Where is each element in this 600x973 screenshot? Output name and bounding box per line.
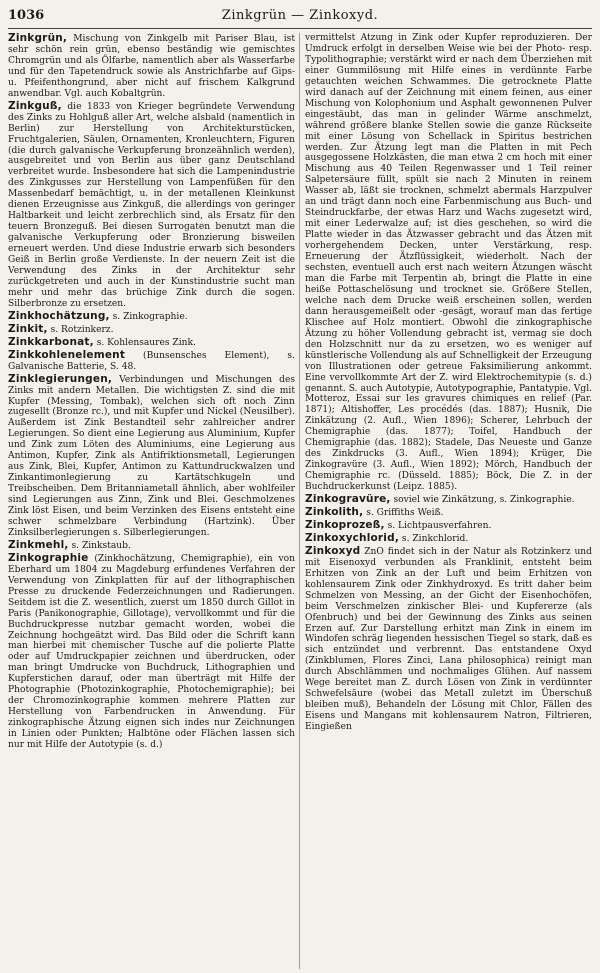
entry-headword: Zinkit, <box>8 322 48 335</box>
left-column <box>8 33 300 969</box>
entry-headword: Zinkmehl, <box>8 538 69 551</box>
entry-headword: Zinkhochätzung, <box>8 309 110 322</box>
entry-text: Verbindungen und Mischungen des Zinks mit andern Metallen. Die wichtigsten Z. sind die mit Kupfer (Messing, Tombak), welchen sich oft noch Zinn zugesellt (Bronze rc.), und mit Kupfer und Nickel (Neusilber). Außerdem ist Zink Bestandteil sehr zahlreicher andrer Legierungen. So dient eine Legierung aus Aluminium, Kupfer und Zink zum Löten des Aluminiums, eine Legierung aus Antimon, Kupfer, Zink als Antifriktionsmetall, Legierungen aus Zink, Blei, Kupfer, Antimon zu Kattundruckwalzen und Zinkantimonlegierung zu Kartätschkugeln und Treibscheiben. Dem Britanniametall ähnlich, aber wohlfeiler sind Legierungen aus Zinn, Zink und Blei. Geschmolzenes Zink löst Eisen, und beim Verzinken des Eisens entsteht eine schwer schmelzbare Verbindung (Hartzink). Über Zinksilberlegierungen s. Silberlegierungen. <box>8 374 295 538</box>
dictionary-entry <box>305 520 592 532</box>
dictionary-entry <box>305 507 592 519</box>
page-header <box>8 6 592 29</box>
entry-text: s. Lichtpausverfahren. <box>384 520 492 531</box>
dictionary-entry <box>305 33 592 493</box>
text-columns <box>8 33 592 969</box>
dictionary-entry <box>8 350 295 373</box>
running-title: Zinkgrün — Zinkoxyd. <box>221 8 379 23</box>
entry-text: (Zinkhochätzung, Chemigraphie), ein von Eberhard um 1804 zu Magdeburg erfundenes Verfahren der Verwendung von Zinkplatten für auf der lithographischen Presse zu druckende Federzeichnungen und Radierungen. Seitdem ist die Z. wesentlich, zuerst um 1850 durch Gillot in Paris (Panikonographie, Gillotage), vervollkommt und für die Buchdruckpresse nutzbar gemacht worden, wobei die Zeichnung hochgeätzt wird. Das Bild oder die Schrift kann man hierbei mit chemischer Tusche auf die polierte Platte oder auf Umdruckpapier zeichnen und überdrucken, oder man bringt Umdrucke von Buchdruck, Lithographien und Kupferstichen darauf, oder man überträgt mit Hilfe der Photographie (Photozinkographie, Photochemigraphie); bei der Chromozinkographie kommen mehrere Platten zur Herstellung von Farbendrucken in Anwendung. Für zinkographische Ätzung eignen sich indes nur Zeichnungen in Linien oder Punkten; Halbtöne oder Flächen lassen sich nur mit Hilfe der Autotypie (s. d.) <box>8 553 295 751</box>
entry-text: s. Zinkographie. <box>109 311 188 322</box>
entry-text: s. Kohlensaures Zink. <box>93 337 196 348</box>
entry-headword: Zinkographie <box>8 551 89 564</box>
entry-headword: Zinkoxychlorid, <box>305 531 400 544</box>
entry-text: s. Zinkchlorid. <box>399 533 469 544</box>
page-number: 1036 <box>8 8 45 23</box>
entry-headword: Zinkolith, <box>305 505 364 518</box>
dictionary-entry <box>305 494 592 506</box>
entry-text: die 1833 von Krieger begründete Verwendung des Zinks zu Hohlguß aller Art, welche alsbald (namentlich in Berlin) zur Herstellung von Architekturstücken, Fruchtgalerien, Säulen, Ornamenten, Kronleuchtern, Figuren (die durch galvanische Verkupferung bronzeähnlich werden), ausgebreitet und von Berlin aus über ganz Deutschland verbreitet wurde. Insbesondere hat sich die Lampenindustrie des Zinkgusses zur Herstellung von Lampenfüßen für den Massenbedarf bemächtigt, u. in der metallenen Kleinkunst dienen Erzeugnisse aus Zinkguß, die allerdings von geringer Haltbarkeit und leicht zerbrechlich sind, als Ersatz für den teuern Bronzeguß. Bei diesen Surrogaten benutzt man die galvanische Verkupferung oder Bronzierung bisweilen erneuert werden. Und diese Industrie erwarb sich besonders Geiß in Berlin große Verdienste. In der neuern Zeit ist die Verwendung des Zinks in der Architektur sehr zurückgetreten und auch in der Kunstindustrie sucht man mehr und mehr das brüchige Zink durch die sogen. Silberbronze zu ersetzen. <box>8 101 295 309</box>
entry-headword: Zinkoprozeß, <box>305 518 385 531</box>
dictionary-entry <box>8 337 295 349</box>
entry-text: s. Rotzinkerz. <box>47 324 114 335</box>
entry-headword: Zinkguß, <box>8 99 62 112</box>
right-column <box>303 33 592 969</box>
entry-headword: Zinkogravüre, <box>305 493 391 506</box>
dictionary-entry <box>8 33 295 100</box>
entry-text: (Bunsensches Element), s. Galvanische Batterie, S. 48. <box>8 350 295 372</box>
entry-headword: Zinkkarbonat, <box>8 335 94 348</box>
entry-headword: Zinklegierungen, <box>8 372 113 385</box>
dictionary-entry <box>305 546 592 733</box>
entry-text: ZnO findet sich in der Natur als Rotzinkerz und mit Eisenoxyd verbunden als Franklinit, entsteht beim Erhitzen von Zink an der Luft und beim Erhitzen von kohlensaurem Zink oder Zinkhydroxyd. Es tritt daher beim Schmelzen von Messing, an der Gicht der Eisenhochöfen, beim Verschmelzen zinkischer Blei- und Kupfererze (als Ofenbruch) und bei der Gewinnung des Zinks aus seinen Erzen auf. Zur Darstellung erhitzt man Zink in einem im Windofen schräg liegenden hessischen Tiegel so stark, daß es sich entzündet und verbrennt. Das entstandene Oxyd (Zinkblumen, Flores Zinci, Lana philosophica) reinigt man durch Abschlämmen und nochmaliges Glühen. Auf nassem Wege bereitet man Z. durch Lösen von Zink in verdünnter Schwefelsäure (wobei das Metall zuletzt im Überschuß bleiben muß), Behandeln der Lösung mit Chlor, Fällen des Eisens und Mangans mit kohlensaurem Natron, Filtrieren, Eingießen <box>305 546 592 733</box>
entry-headword: Zinkkohlenelement <box>8 348 126 361</box>
dictionary-entry <box>8 553 295 751</box>
dictionary-entry <box>8 101 295 310</box>
dictionary-entry <box>8 311 295 323</box>
dictionary-entry <box>8 540 295 552</box>
entry-text: soviel wie Zinkätzung, s. Zinkographie. <box>390 495 575 506</box>
entry-text: s. Griffiths Weiß. <box>363 507 444 518</box>
entry-text: s. Zinkstaub. <box>68 540 131 551</box>
dictionary-entry <box>8 374 295 539</box>
dictionary-entry <box>305 533 592 545</box>
entry-text: vermittelst Ätzung in Zink oder Kupfer reproduzieren. Der Umdruck erfolgt in derselben Weise wie bei der Photo- resp. Typolithographie; verstärkt wird er nach dem Überziehen mit einer Gummilösung mit Hilfe eines in verdünnte Farbe getauchten weichen Schwammes. Die getrocknete Platte wird danach auf der Zeichnung mit einem feinen, aus einer Mischung von Kolophonium und Asphalt gewonnenen Pulver eingestäubt, das man in gelinder Wärme anschmelzt, während größere blanke Stellen sowie die ganze Rückseite mit einer Lösung von Schellack in Spiritus bestrichen werden. Zur Ätzung legt man die Platten in mit Pech ausgegossene Holzkästen, die man etwa 2 cm hoch mit einer Mischung aus 40 Teilen Regenwasser und 1 Teil reiner Salpetersäure füllt, spült sie nach 2 Minuten in reinem Wasser ab, läßt sie trocknen, schmelzt abermals Harzpulver an und trägt dann noch eine Farbenmischung aus Buch- und Steindruckfarbe, der etwas Harz und Wachs zugesetzt wird, mit einer Lederwalze auf; ist dies geschehen, so wird die Platte wieder in das Ätzwasser gebracht und das Ätzen mit vorhergehendem Decken, unter Verstärkung, resp. Erneuerung der Ätzflüssigkeit, wiederholt. Nach der sechsten, eventuell auch erst nach weitern Ätzungen wäscht man die Farbe mit Terpentin ab, bringt die Platte in eine heiße Pottaschelösung und trocknet sie. Größere Stellen, welche nach dem Drucke weiß erscheinen sollen, werden dann herausgemeißelt oder -gesägt, worauf man das fertige Klischee auf Holz montiert. Obwohl die zinkographische Ätzung zu höher Vollendung gebracht ist, vermag sie doch den Holzschnitt nur da zu ersetzen, wo es weniger auf künstlerische Vollendung als auf Schnelligkeit der Erzeugung von Illustrationen oder getreue Faksimilierung ankommt. Eine vervollkommte Art der Z. wird Elektrochemitypie (s. d.) genannt. S. auch Autotypie, Autotypographie, Pantatypie. Vgl. Motteroz, Essai sur les gravures chimiques en relief (Par. 1871); Altishoffer, Les procédés (das. 1887); Husnik, Die Zinkätzung (2. Aufl., Wien 1896); Scherer, Lehrbuch der Chemigraphie (das. 1877); Toifel, Handbuch der Chemigraphie (das. 1882); Stadele, Das Neueste und Ganze des Zinkdrucks (3. Aufl., Wien 1894); Krüger, Die Zinkogravüre (3. Aufl., Wien 1892); Mörch, Handbuch der Chemigraphie rc. (Düsseld. 1885); Böck, Die Z. in der Buchdruckerkunst (Leipz. 1885). <box>305 33 592 493</box>
entry-text: Mischung von Zinkgelb mit Pariser Blau, ist sehr schön rein grün, ebenso beständig wie gemischtes Chromgrün und als Ölfarbe, namentlich aber als Wasserfarbe und für den Tapetendruck sowie als Anstrichfarbe auf Gips- u. Pfeifenthongrund, aber nicht auf frischem Kalkgrund anwendbar. Vgl. auch Kobaltgrün. <box>8 34 295 99</box>
dictionary-entry <box>8 324 295 336</box>
entry-headword: Zinkoxyd <box>305 544 361 557</box>
entry-headword: Zinkgrün, <box>8 33 68 44</box>
